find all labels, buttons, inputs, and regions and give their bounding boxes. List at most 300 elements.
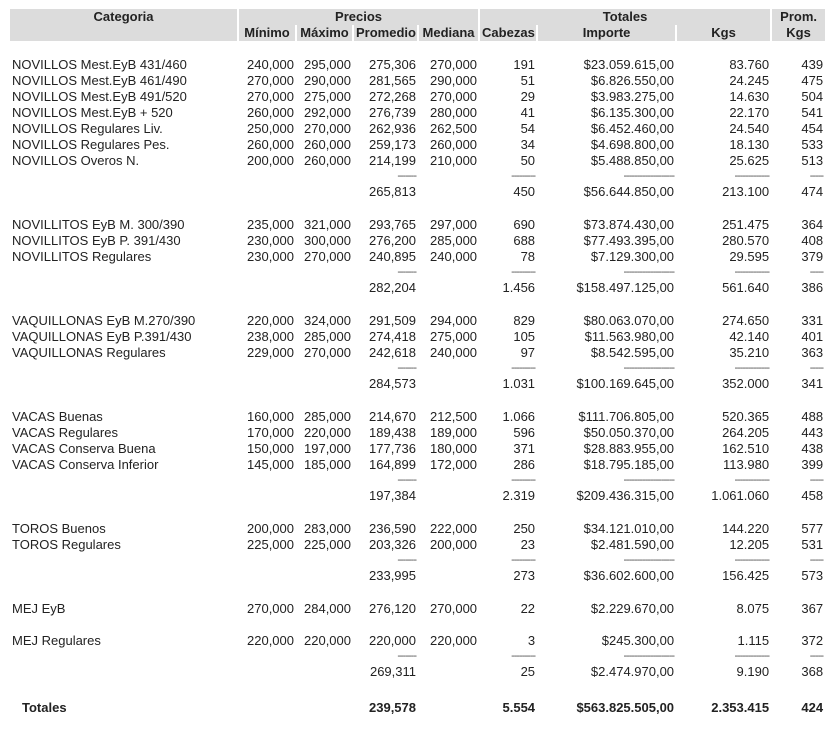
prom-kgs-cell: 533	[801, 137, 824, 152]
header-promedio: Promedio	[353, 25, 418, 41]
minimo-cell: 170,000	[247, 425, 294, 440]
importe-cell: $4.698.800,00	[590, 137, 675, 152]
spacer-row	[10, 393, 825, 409]
maximo-cell: 283,000	[304, 521, 351, 536]
mediana-cell: 180,000	[430, 441, 478, 456]
category-cell: VAQUILLONAS EyB P.391/430	[12, 329, 192, 344]
kgs-cell: 264.205	[722, 425, 770, 440]
subtotal-blank	[238, 663, 296, 681]
table-row	[10, 105, 825, 121]
promedio-cell: 276,120	[369, 601, 416, 616]
spacer-cell	[10, 505, 825, 521]
kgs-cell: 24.540	[729, 121, 770, 136]
spacer-cell	[10, 41, 825, 57]
cabezas-cell: 34	[520, 137, 536, 152]
sep-blank	[296, 553, 353, 567]
promedio-cell: 236,590	[369, 521, 416, 536]
subtotal-blank	[10, 487, 238, 505]
importe-cell: $2.481.590,00	[590, 537, 675, 552]
prom-kgs-cell: 364	[801, 217, 824, 232]
sep-blank	[418, 169, 479, 183]
subtotal-blank	[238, 487, 296, 505]
subtotal-importe: $209.436.315,00	[576, 488, 675, 503]
importe-cell: $18.795.185,00	[583, 457, 675, 472]
subtotal-row	[10, 487, 825, 505]
cabezas-cell: 688	[513, 233, 536, 248]
table-row	[10, 537, 825, 553]
minimo-cell: 200,000	[247, 153, 294, 168]
minimo-cell: 260,000	[247, 137, 294, 152]
subtotal-cabezas: 1.456	[502, 280, 536, 295]
sep-promedio: -------	[397, 554, 416, 566]
totals-importe: $563.825.505,00	[576, 700, 675, 715]
sep-prom-kgs: -----	[809, 266, 824, 278]
table-row	[10, 121, 825, 137]
subtotal-kgs: 213.100	[722, 184, 770, 199]
subtotal-blank	[10, 375, 238, 393]
spacer-row	[10, 681, 825, 697]
importe-cell: $77.493.395,00	[583, 233, 675, 248]
totals-cabezas: 5.554	[502, 700, 536, 715]
kgs-cell: 35.210	[729, 345, 770, 360]
promedio-cell: 275,306	[369, 57, 416, 72]
subtotal-importe: $158.497.125,00	[576, 280, 675, 295]
totals-label: Totales	[22, 700, 67, 715]
sep-promedio: -------	[397, 650, 416, 662]
sep-cabezas: ---------	[511, 362, 536, 374]
sep-blank	[418, 649, 479, 663]
category-cell: NOVILLOS Mest.EyB + 520	[12, 105, 173, 120]
sep-importe: -------------------	[623, 362, 675, 374]
promedio-cell: 259,173	[369, 137, 416, 152]
cabezas-cell: 1.066	[502, 409, 536, 424]
subtotal-blank	[418, 663, 479, 681]
subtotal-promedio: 269,311	[369, 664, 416, 679]
sep-kgs: -------------	[734, 650, 770, 662]
totals-promedio: 239,578	[369, 700, 416, 715]
mediana-cell: 240,000	[430, 345, 478, 360]
mediana-cell: 270,000	[430, 57, 478, 72]
cabezas-cell: 250	[513, 521, 536, 536]
header-blank	[10, 25, 238, 41]
subtotal-blank	[296, 183, 353, 201]
cabezas-cell: 596	[513, 425, 536, 440]
subtotal-cabezas: 450	[513, 184, 536, 199]
header-precios: Precios	[238, 9, 479, 25]
separator-row	[10, 361, 825, 375]
subtotal-kgs: 1.061.060	[711, 488, 770, 503]
table-row	[10, 521, 825, 537]
category-cell: VAQUILLONAS EyB M.270/390	[12, 313, 196, 328]
category-cell: NOVILLITOS Regulares	[12, 249, 152, 264]
prom-kgs-cell: 399	[801, 457, 824, 472]
maximo-cell: 260,000	[304, 153, 351, 168]
totals-kgs: 2.353.415	[711, 700, 770, 715]
maximo-cell: 275,000	[304, 89, 351, 104]
category-cell: NOVILLOS Mest.EyB 431/460	[12, 57, 187, 72]
subtotal-cabezas: 1.031	[502, 376, 536, 391]
subtotal-blank	[296, 375, 353, 393]
category-cell: VACAS Conserva Buena	[12, 441, 156, 456]
table-row	[10, 633, 825, 649]
subtotal-blank	[10, 663, 238, 681]
table-row	[10, 409, 825, 425]
category-cell: NOVILLOS Mest.EyB 491/520	[12, 89, 187, 104]
promedio-cell: 291,509	[369, 313, 416, 328]
kgs-cell: 274.650	[722, 313, 770, 328]
maximo-cell: 321,000	[304, 217, 351, 232]
cabezas-cell: 22	[520, 601, 536, 616]
mediana-cell: 189,000	[430, 425, 478, 440]
minimo-cell: 270,000	[247, 601, 294, 616]
sep-blank	[296, 169, 353, 183]
category-cell: MEJ Regulares	[12, 633, 101, 648]
sep-blank	[296, 265, 353, 279]
promedio-cell: 293,765	[369, 217, 416, 232]
prom-kgs-cell: 372	[801, 633, 824, 648]
spacer-cell	[10, 393, 825, 409]
subtotal-importe: $100.169.645,00	[576, 376, 675, 391]
importe-cell: $80.063.070,00	[583, 313, 675, 328]
sep-kgs: -------------	[734, 474, 770, 486]
kgs-cell: 24.245	[729, 73, 770, 88]
sep-importe: -------------------	[623, 266, 675, 278]
promedio-cell: 214,199	[369, 153, 416, 168]
subtotal-row	[10, 279, 825, 297]
sep-kgs: -------------	[734, 170, 770, 182]
sep-blank	[10, 649, 238, 663]
sep-prom-kgs: -----	[809, 650, 824, 662]
promedio-cell: 164,899	[369, 457, 416, 472]
sep-blank	[10, 265, 238, 279]
promedio-cell: 242,618	[369, 345, 416, 360]
separator-row	[10, 265, 825, 279]
subtotal-importe: $36.602.600,00	[583, 568, 675, 583]
mediana-cell: 270,000	[430, 89, 478, 104]
kgs-cell: 280.570	[722, 233, 770, 248]
promedio-cell: 177,736	[369, 441, 416, 456]
subtotal-promedio: 282,204	[369, 280, 416, 295]
spacer-cell	[10, 681, 825, 697]
importe-cell: $8.542.595,00	[590, 345, 675, 360]
prom-kgs-cell: 475	[801, 73, 824, 88]
subtotal-row	[10, 183, 825, 201]
maximo-cell: 300,000	[304, 233, 351, 248]
spacer-row	[10, 201, 825, 217]
cabezas-cell: 54	[520, 121, 536, 136]
table-body	[10, 41, 825, 719]
maximo-cell: 324,000	[304, 313, 351, 328]
subtotal-prom-kgs: 386	[801, 280, 824, 295]
sep-promedio: -------	[397, 362, 416, 374]
category-cell: VACAS Conserva Inferior	[12, 457, 159, 472]
separator-row	[10, 169, 825, 183]
sep-cabezas: ---------	[511, 650, 536, 662]
maximo-cell: 185,000	[304, 457, 351, 472]
mediana-cell: 297,000	[430, 217, 478, 232]
table-row	[10, 249, 825, 265]
minimo-cell: 240,000	[247, 57, 294, 72]
maximo-cell: 225,000	[304, 537, 351, 552]
kgs-cell: 25.625	[729, 153, 770, 168]
sep-promedio: -------	[397, 266, 416, 278]
maximo-cell: 290,000	[304, 73, 351, 88]
table-row	[10, 425, 825, 441]
mediana-cell: 200,000	[430, 537, 478, 552]
table-row	[10, 89, 825, 105]
separator-row	[10, 649, 825, 663]
separator-row	[10, 553, 825, 567]
mediana-cell: 210,000	[430, 153, 478, 168]
cabezas-cell: 78	[520, 249, 536, 264]
category-cell: NOVILLITOS EyB P. 391/430	[12, 233, 181, 248]
sep-blank	[418, 473, 479, 487]
subtotal-row	[10, 663, 825, 681]
totals-prom-kgs: 424	[801, 700, 824, 715]
minimo-cell: 229,000	[247, 345, 294, 360]
category-cell: TOROS Buenos	[12, 521, 106, 536]
minimo-cell: 260,000	[247, 105, 294, 120]
subtotal-blank	[296, 663, 353, 681]
promedio-cell: 203,326	[369, 537, 416, 552]
subtotal-blank	[296, 279, 353, 297]
minimo-cell: 270,000	[247, 73, 294, 88]
sep-blank	[296, 473, 353, 487]
mediana-cell: 212,500	[430, 409, 478, 424]
mediana-cell: 270,000	[430, 601, 478, 616]
cabezas-cell: 51	[520, 73, 536, 88]
totals-row	[10, 697, 825, 719]
mediana-cell: 275,000	[430, 329, 478, 344]
promedio-cell: 240,895	[369, 249, 416, 264]
table-row	[10, 601, 825, 617]
subtotal-prom-kgs: 368	[801, 664, 824, 679]
sep-blank	[238, 649, 296, 663]
mediana-cell: 260,000	[430, 137, 478, 152]
category-cell: NOVILLOS Overos N.	[12, 153, 140, 168]
table-row	[10, 57, 825, 73]
kgs-cell: 83.760	[729, 57, 770, 72]
mediana-cell: 294,000	[430, 313, 478, 328]
importe-cell: $7.129.300,00	[590, 249, 675, 264]
sep-importe: -------------------	[623, 650, 675, 662]
category-cell: NOVILLOS Regulares Pes.	[12, 137, 170, 152]
sep-blank	[10, 553, 238, 567]
subtotal-blank	[418, 487, 479, 505]
totals-blank	[418, 697, 479, 719]
subtotal-row	[10, 375, 825, 393]
spacer-row	[10, 41, 825, 57]
totals-blank	[238, 697, 296, 719]
subtotal-prom-kgs: 458	[801, 488, 824, 503]
cabezas-cell: 105	[513, 329, 536, 344]
importe-cell: $50.050.370,00	[583, 425, 675, 440]
promedio-cell: 274,418	[369, 329, 416, 344]
subtotal-row	[10, 567, 825, 585]
kgs-cell: 29.595	[729, 249, 770, 264]
maximo-cell: 285,000	[304, 409, 351, 424]
cabezas-cell: 690	[513, 217, 536, 232]
mediana-cell: 220,000	[430, 633, 478, 648]
sep-importe: -------------------	[623, 474, 675, 486]
prom-kgs-cell: 454	[801, 121, 824, 136]
cabezas-cell: 3	[527, 633, 536, 648]
prom-kgs-cell: 513	[801, 153, 824, 168]
spacer-row	[10, 297, 825, 313]
minimo-cell: 238,000	[247, 329, 294, 344]
header-row-1	[10, 9, 825, 25]
spacer-row	[10, 617, 825, 633]
subtotal-blank	[418, 183, 479, 201]
importe-cell: $245.300,00	[601, 633, 675, 648]
category-cell: VACAS Regulares	[12, 425, 118, 440]
sep-prom-kgs: -----	[809, 554, 824, 566]
subtotal-promedio: 197,384	[369, 488, 416, 503]
sep-promedio: -------	[397, 170, 416, 182]
table-row	[10, 329, 825, 345]
subtotal-blank	[296, 487, 353, 505]
table-row	[10, 153, 825, 169]
subtotal-prom-kgs: 573	[801, 568, 824, 583]
prom-kgs-cell: 438	[801, 441, 824, 456]
mediana-cell: 262,500	[430, 121, 478, 136]
header-row-2	[10, 25, 825, 41]
prom-kgs-cell: 401	[801, 329, 824, 344]
cabezas-cell: 50	[520, 153, 536, 168]
subtotal-kgs: 352.000	[722, 376, 770, 391]
minimo-cell: 220,000	[247, 313, 294, 328]
minimo-cell: 220,000	[247, 633, 294, 648]
category-cell: VAQUILLONAS Regulares	[12, 345, 166, 360]
kgs-cell: 113.980	[723, 457, 770, 472]
maximo-cell: 270,000	[304, 249, 351, 264]
sep-blank	[296, 649, 353, 663]
maximo-cell: 197,000	[304, 441, 351, 456]
sep-promedio: -------	[397, 474, 416, 486]
minimo-cell: 150,000	[247, 441, 294, 456]
kgs-cell: 22.170	[729, 105, 770, 120]
sep-cabezas: ---------	[511, 474, 536, 486]
prom-kgs-cell: 531	[801, 537, 824, 552]
cabezas-cell: 29	[520, 89, 536, 104]
importe-cell: $5.488.850,00	[590, 153, 675, 168]
importe-cell: $73.874.430,00	[583, 217, 675, 232]
subtotal-cabezas: 25	[520, 664, 536, 679]
sep-blank	[238, 169, 296, 183]
category-cell: NOVILLOS Mest.EyB 461/490	[12, 73, 187, 88]
subtotal-blank	[238, 375, 296, 393]
header-cabezas: Cabezas	[479, 25, 537, 41]
cabezas-cell: 41	[520, 105, 536, 120]
sep-importe: -------------------	[623, 554, 675, 566]
kgs-cell: 14.630	[729, 89, 770, 104]
table-row	[10, 233, 825, 249]
prom-kgs-cell: 541	[801, 105, 824, 120]
maximo-cell: 292,000	[304, 105, 351, 120]
cabezas-cell: 191	[513, 57, 536, 72]
maximo-cell: 284,000	[304, 601, 351, 616]
sep-blank	[238, 361, 296, 375]
mediana-cell: 280,000	[430, 105, 478, 120]
sep-cabezas: ---------	[511, 266, 536, 278]
minimo-cell: 230,000	[247, 233, 294, 248]
sep-blank	[238, 473, 296, 487]
importe-cell: $11.563.980,00	[584, 329, 675, 344]
prom-kgs-cell: 367	[801, 601, 824, 616]
kgs-cell: 12.205	[729, 537, 770, 552]
table-row	[10, 137, 825, 153]
subtotal-blank	[10, 279, 238, 297]
subtotal-kgs: 561.640	[722, 280, 770, 295]
subtotal-kgs: 156.425	[722, 568, 770, 583]
sep-blank	[238, 553, 296, 567]
maximo-cell: 220,000	[304, 633, 351, 648]
maximo-cell: 285,000	[304, 329, 351, 344]
cabezas-cell: 371	[513, 441, 536, 456]
kgs-cell: 1.115	[737, 633, 770, 648]
category-cell: MEJ EyB	[12, 601, 66, 616]
header-categoria: Categoria	[10, 9, 238, 25]
header-minimo: Mínimo	[238, 25, 296, 41]
subtotal-kgs: 9.190	[736, 664, 770, 679]
importe-cell: $3.983.275,00	[590, 89, 675, 104]
minimo-cell: 225,000	[247, 537, 294, 552]
header-importe: Importe	[537, 25, 676, 41]
sep-prom-kgs: -----	[809, 170, 824, 182]
mediana-cell: 290,000	[430, 73, 478, 88]
subtotal-blank	[418, 567, 479, 585]
sep-blank	[296, 361, 353, 375]
minimo-cell: 230,000	[247, 249, 294, 264]
cabezas-cell: 829	[513, 313, 536, 328]
minimo-cell: 160,000	[247, 409, 294, 424]
header-prom-kgs: Kgs	[771, 25, 825, 41]
subtotal-blank	[238, 279, 296, 297]
prom-kgs-cell: 488	[801, 409, 824, 424]
maximo-cell: 270,000	[304, 345, 351, 360]
subtotal-blank	[238, 567, 296, 585]
prom-kgs-cell: 577	[801, 521, 824, 536]
subtotal-blank	[418, 279, 479, 297]
mediana-cell: 240,000	[430, 249, 478, 264]
subtotal-importe: $56.644.850,00	[583, 184, 675, 199]
sep-prom-kgs: -----	[809, 362, 824, 374]
kgs-cell: 144.220	[722, 521, 770, 536]
header-mediana: Mediana	[418, 25, 479, 41]
subtotal-promedio: 265,813	[369, 184, 416, 199]
header-maximo: Máximo	[296, 25, 353, 41]
promedio-cell: 262,936	[369, 121, 416, 136]
totals-blank	[296, 697, 353, 719]
category-cell: TOROS Regulares	[12, 537, 121, 552]
promedio-cell: 276,739	[369, 105, 416, 120]
header-totales: Totales	[479, 9, 771, 25]
prom-kgs-cell: 363	[801, 345, 824, 360]
subtotal-promedio: 284,573	[369, 376, 416, 391]
importe-cell: $23.059.615,00	[583, 57, 675, 72]
kgs-cell: 42.140	[729, 329, 770, 344]
subtotal-importe: $2.474.970,00	[590, 664, 675, 679]
sep-blank	[238, 265, 296, 279]
prom-kgs-cell: 379	[801, 249, 824, 264]
category-cell: VACAS Buenas	[12, 409, 103, 424]
promedio-cell: 220,000	[369, 633, 416, 648]
promedio-cell: 214,670	[369, 409, 416, 424]
table-row	[10, 313, 825, 329]
minimo-cell: 235,000	[247, 217, 294, 232]
cabezas-cell: 286	[513, 457, 536, 472]
kgs-cell: 520.365	[722, 409, 770, 424]
